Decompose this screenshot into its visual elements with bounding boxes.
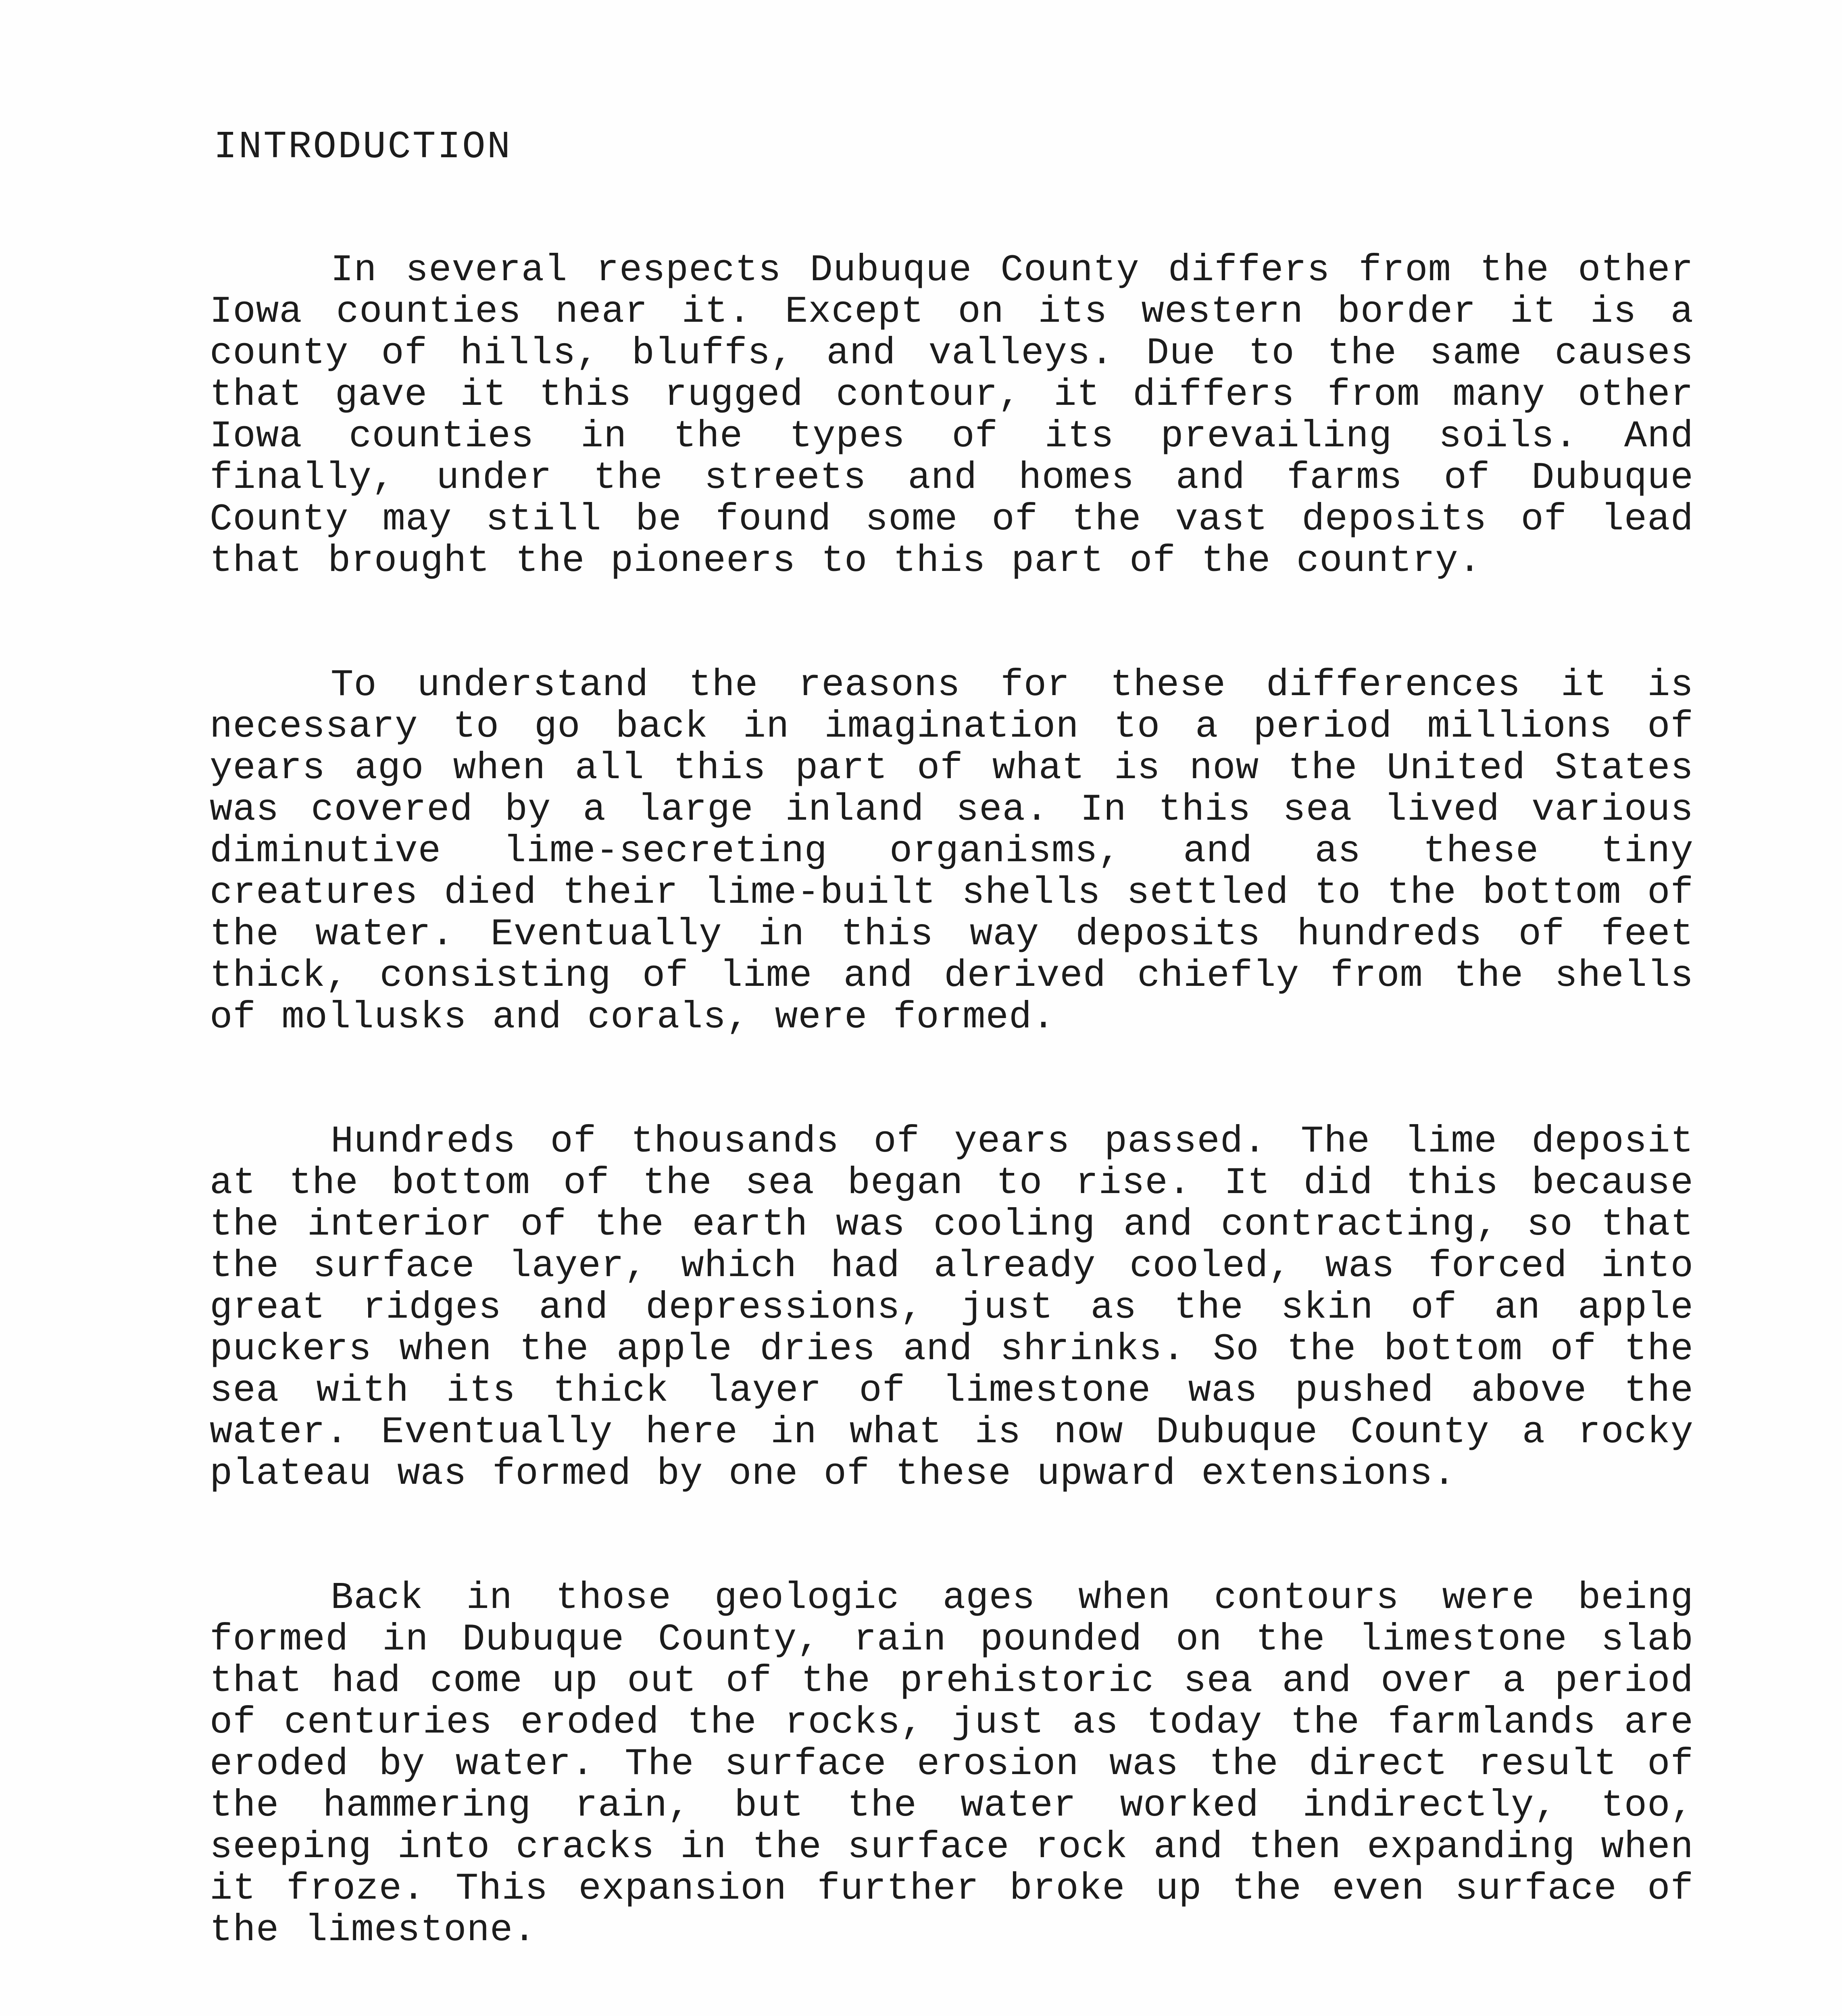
paragraph: Hundreds of thousands of years passed. The lime deposit at the bottom of the sea began to rise. It did this because the interior of the earth was cooling and contracting, so that the surface layer, which had already cooled, was forced into great ridges and depressions, just as the skin of an apple puckers when the apple dries and shrinks. So the bottom of the sea with its thick layer of limestone was pushed above the water. Eventually here in what is now Dubuque County a rocky plateau was formed by one of these upward extensions. <box>210 1120 1694 1495</box>
section-heading: INTRODUCTION <box>214 125 512 169</box>
paragraph: In several respects Dubuque County differs from the other Iowa counties near it. Except on its western border it is a county of hills, bluffs, and valleys. Due to the same causes that gave it this rugged contour, it differs from many other Iowa counties in the types of its prevailing soils. And finally, under the streets and homes and farms of Dubuque County may still be found some of the vast deposits of lead that brought the pioneers to this part of the country. <box>210 249 1694 583</box>
paragraph: To understand the reasons for these differences it is necessary to go back in imagination to a period millions of years ago when all this part of what is now the United States was covered by a large inland sea. In this sea lived various diminutive lime-secreting organisms, and as these tiny creatures died their lime-built shells settled to the bottom of the water. Eventually in this way deposits hundreds of feet thick, consisting of lime and derived chiefly from the shells of mollusks and corals, were formed. <box>210 664 1694 1039</box>
paragraph: Back in those geologic ages when contours were being formed in Dubuque County, rain pounded on the limestone slab that had come up out of the prehistoric sea and over a period of centuries eroded the rocks, just as today the farmlands are eroded by water. The surface erosion was the direct result of the hammering rain, but the water worked indirectly, too, seeping into cracks in the surface rock and then expanding when it froze. This expansion further broke up the even surface of the limestone. <box>210 1577 1694 1952</box>
body-text <box>210 250 1694 2016</box>
